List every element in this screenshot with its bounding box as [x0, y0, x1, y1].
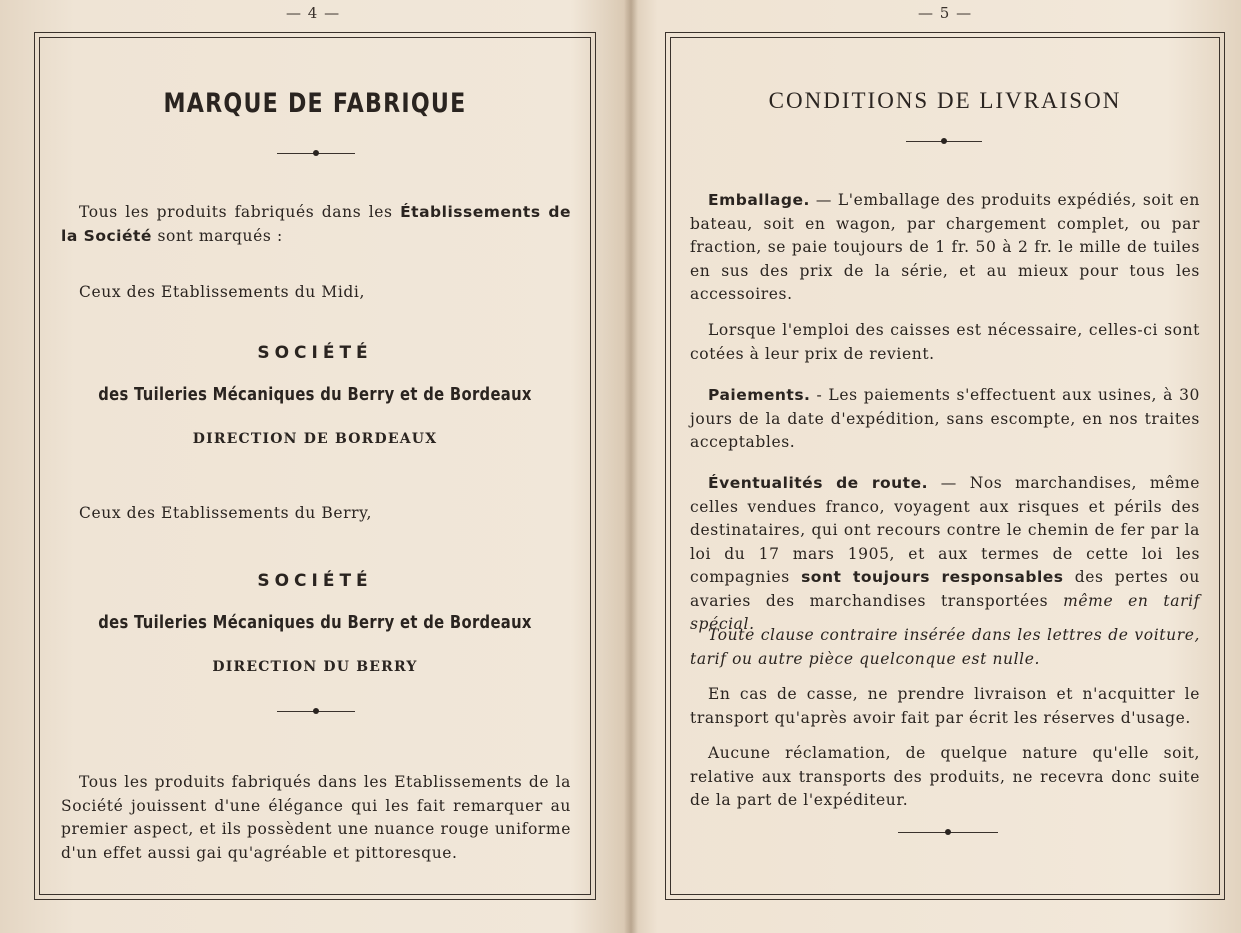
intro-text: Tous les produits fabriqués dans les [79, 203, 401, 221]
emballage-text: — L'emballage des produits expédiés, soit en bateau, soit en wagon, par chargement complet, ou par fraction, se paie toujours de 1 fr. 50 à 2 fr. le mille de tuiles en sus des prix de la série, et au mieux pour tous les accessoires. [690, 191, 1200, 303]
emballage-term: Emballage. [708, 191, 810, 209]
eventualites-text-2: des pertes ou avaries des marchandises transportées [690, 568, 1200, 610]
eventualites-paragraph [690, 472, 1200, 637]
closing-paragraph: Tous les produits fabriqués dans les Etablissements de la Société jouissent d'une élégance qui les fait remarquer au premier aspect, et ils possèdent une nuance rouge uniforme d'un effet aussi gai qu'agréable et pittoresque. [61, 773, 571, 862]
societe-heading-2: SOCIÉTÉ [257, 571, 373, 591]
midi-label: Ceux des Etablissements du Midi, [79, 283, 365, 301]
eventualites-italic: même en tarif spécial. [690, 591, 1200, 633]
right-page-title: CONDITIONS DE LIVRAISON [768, 88, 1122, 113]
right-page-frame [665, 32, 1225, 900]
reclamation-paragraph: Aucune réclamation, de quelque nature qu'elle soit, relative aux transports des produits, ne recevra donc suite de la part de l'expéditeur. [690, 744, 1200, 809]
casse-paragraph: En cas de casse, ne prendre livraison et n'acquitter le transport qu'après avoir fait par écrit les réserves d'usage. [690, 685, 1200, 727]
paiements-term: Paiements. [708, 386, 811, 404]
company-name-1: des Tuileries Mécaniques du Berry et de Bordeaux [98, 384, 532, 405]
intro-paragraph [61, 201, 571, 248]
company-name-2: des Tuileries Mécaniques du Berry et de Bordeaux [98, 612, 532, 633]
paiements-text: - Les paiements s'effectuent aux usines, à 30 jours de la date d'expédition, sans escompte, en nos traites acceptables. [690, 386, 1200, 451]
eventualites-term: Éventualités de route. [708, 474, 928, 492]
intro-bold-text: Établissements de la Société [61, 203, 571, 245]
intro-end-text: sont marqués : [151, 226, 283, 245]
societe-heading-1: SOCIÉTÉ [257, 343, 373, 363]
page-number-left: — 4 — [286, 4, 341, 22]
emballage-paragraph [690, 189, 1200, 307]
left-frame-inner-border [39, 37, 591, 895]
page-number-right: — 5 — [918, 4, 973, 22]
ornament-divider [277, 706, 355, 716]
berry-label: Ceux des Etablissements du Berry, [79, 504, 372, 522]
direction-bordeaux: DIRECTION DE BORDEAUX [192, 431, 438, 447]
clause-paragraph: Toute clause contraire insérée dans les lettres de voiture, tarif ou autre pièce quelconque est nulle. [690, 626, 1200, 668]
ornament-divider [277, 148, 355, 158]
left-page-frame [34, 32, 596, 900]
ornament-divider [906, 136, 982, 146]
ornament-divider [898, 827, 998, 837]
eventualites-text: — Nos marchandises, même celles vendues franco, voyagent aux risques et périls des destinataires, qui ont recours contre le chemin de fer par la loi du 17 mars 1905, et aux termes de cette loi les compagnies [690, 474, 1200, 586]
direction-berry: DIRECTION DU BERRY [212, 659, 418, 675]
book-gutter [624, 0, 638, 933]
eventualites-bold: sont toujours responsables [801, 568, 1064, 586]
caisses-paragraph: Lorsque l'emploi des caisses est nécessaire, celles-ci sont cotées à leur prix de revient. [690, 321, 1200, 363]
left-page-title: MARQUE DE FABRIQUE [163, 88, 467, 119]
paiements-paragraph [690, 384, 1200, 455]
